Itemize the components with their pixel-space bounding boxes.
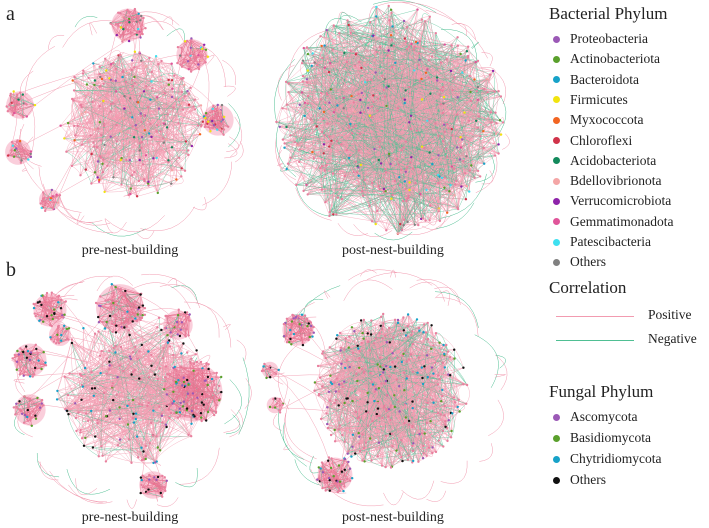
bacterial-legend-label: Chloroflexi — [570, 132, 633, 148]
correlation-legend-title: Correlation — [549, 278, 627, 297]
positive-line-swatch — [556, 316, 634, 317]
bacterial-legend-label: Gemmatimonadota — [570, 213, 674, 229]
bacterial-legend-label: Acidobacteriota — [570, 152, 657, 168]
bacterial-legend-swatch — [553, 96, 560, 103]
bacterial-legend-label: Proteobacteria — [570, 31, 648, 46]
bacterial-legend-swatch — [553, 137, 560, 144]
bacterial-legend-swatch — [553, 76, 560, 83]
bacterial-legend-label: Actinobacteriota — [570, 51, 660, 67]
fungal-legend-swatch — [553, 477, 560, 484]
fungal-legend-swatch — [553, 435, 560, 442]
fungal-legend-item — [553, 472, 606, 488]
fungal-legend-swatch — [553, 456, 560, 463]
bacterial-legend-label: Patescibacteria — [570, 234, 651, 249]
network-b-post — [261, 270, 507, 506]
bacterial-legend-item — [553, 112, 643, 128]
negative-line-swatch — [556, 340, 634, 341]
bacterial-legend-item — [553, 31, 648, 47]
bacterial-legend-label: Bacteroidota — [570, 71, 639, 87]
bacterial-legend-label: Firmicutes — [570, 91, 628, 107]
bacterial-legend-swatch — [553, 259, 560, 266]
bacterial-legend-item — [553, 254, 606, 270]
bacterial-legend-item — [553, 214, 673, 230]
bacterial-legend-item — [553, 133, 632, 149]
caption-a-pre: pre-nest-building — [81, 243, 179, 258]
bacterial-legend-swatch — [553, 117, 560, 124]
network-a-pre — [5, 8, 243, 239]
caption-b-post: post-nest-building — [342, 510, 444, 525]
panel-letter-b: b — [6, 259, 16, 281]
bacterial-legend-label: Verrucomicrobiota — [570, 193, 672, 209]
positive-label: Positive — [648, 307, 692, 322]
bacterial-legend-swatch — [553, 178, 560, 185]
bacterial-legend-label: Others — [570, 254, 606, 270]
bacterial-legend-item — [553, 234, 651, 250]
bacterial-legend-swatch — [553, 56, 560, 63]
fungal-legend-item — [553, 451, 662, 467]
network-a-post — [274, 0, 509, 240]
fungal-legend-label: Basidiomycota — [570, 430, 651, 445]
bacterial-legend-label: Myxococcota — [570, 112, 644, 128]
bacterial-legend-swatch — [553, 218, 560, 225]
bacterial-legend-item — [553, 193, 671, 209]
fungal-legend-label: Ascomycota — [570, 409, 638, 424]
fungal-legend-label: Others — [570, 472, 606, 487]
fungal-legend-label: Chytridiomycota — [570, 451, 662, 466]
bacterial-legend-item — [553, 51, 660, 67]
bacterial-legend-item — [553, 92, 628, 108]
bacterial-legend-item — [553, 72, 639, 88]
fungal-legend-item — [553, 409, 637, 425]
bacterial-legend-swatch — [553, 157, 560, 164]
bacterial-legend-swatch — [553, 198, 560, 205]
fungal-legend-swatch — [553, 414, 560, 421]
bacterial-legend-item — [553, 173, 662, 189]
panel-letter-a: a — [6, 3, 15, 25]
bacterial-legend-title: Bacterial Phylum — [549, 4, 668, 23]
bacterial-legend-label: Bdellovibrionota — [570, 173, 662, 189]
caption-a-post: post-nest-building — [342, 243, 444, 258]
bacterial-legend-item — [553, 153, 656, 169]
negative-label: Negative — [648, 331, 697, 346]
bacterial-legend-swatch — [553, 239, 560, 246]
fungal-legend-item — [553, 430, 651, 446]
network-b-pre — [11, 274, 251, 508]
caption-b-pre: pre-nest-building — [81, 510, 179, 525]
bacterial-legend-swatch — [553, 36, 560, 43]
fungal-legend-title: Fungal Phylum — [549, 382, 654, 401]
